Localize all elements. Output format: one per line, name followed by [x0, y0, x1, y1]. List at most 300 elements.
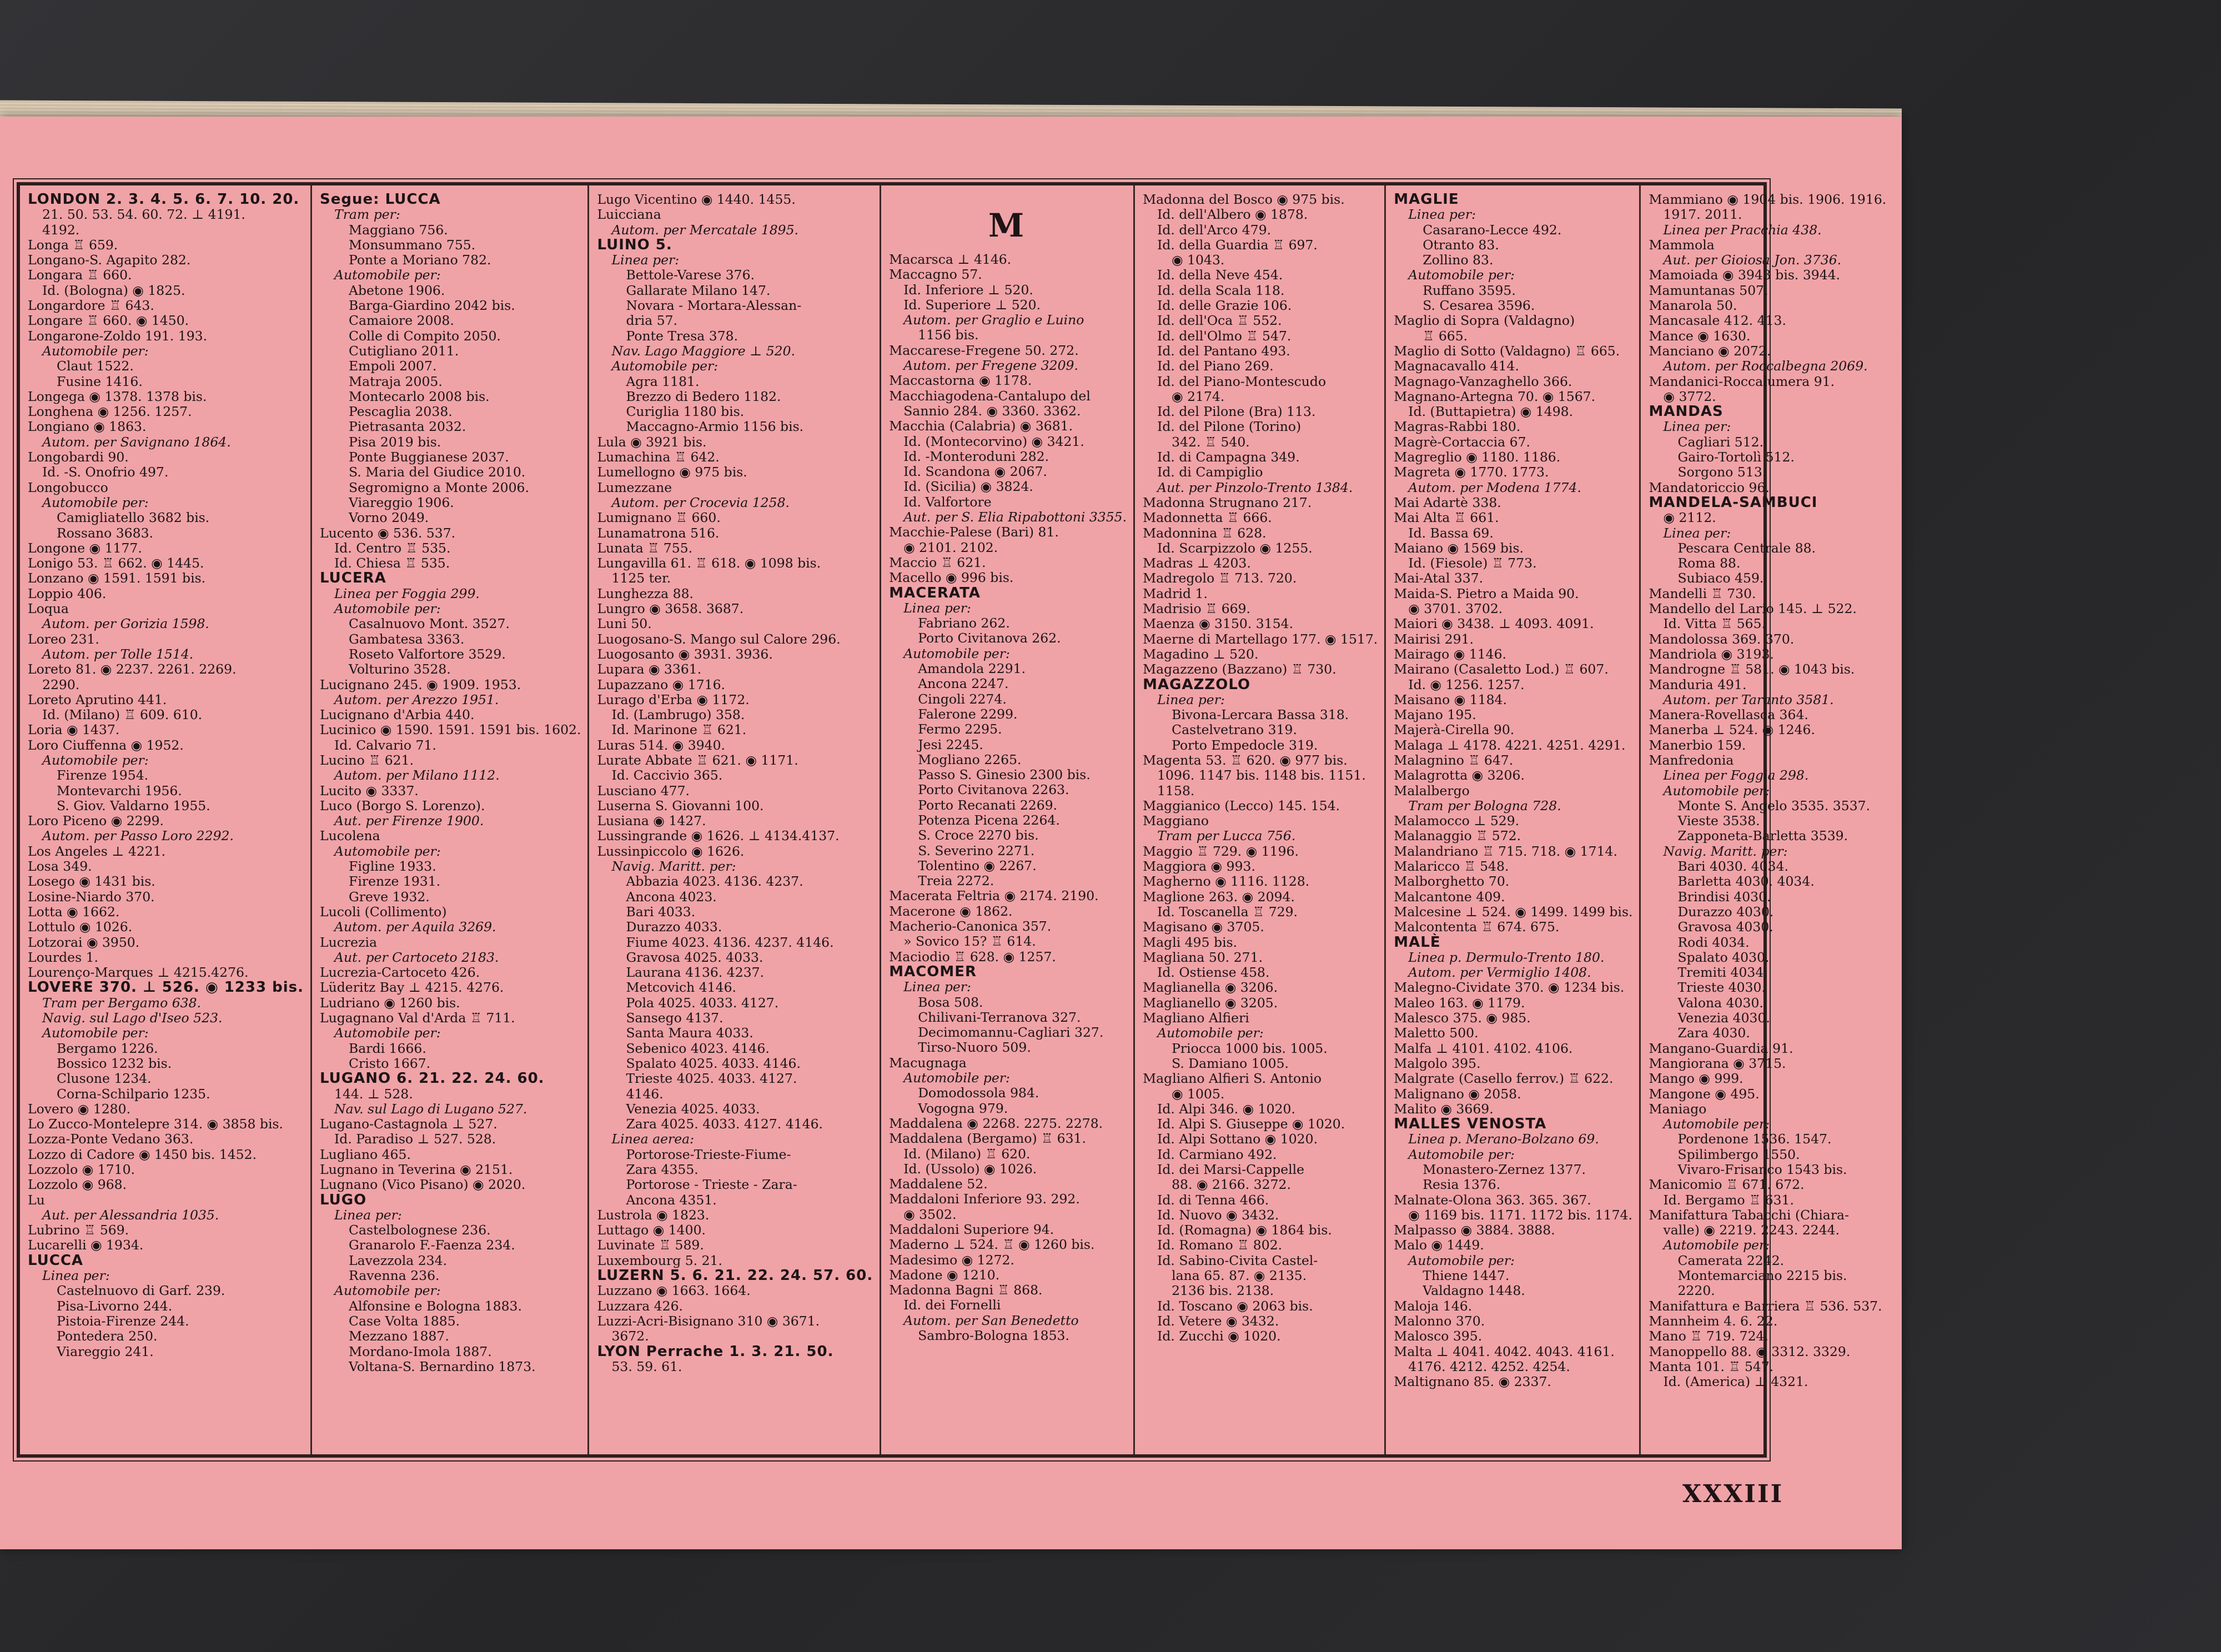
index-entry: Luicciana — [597, 207, 661, 223]
index-entry: 1125 ter. — [611, 570, 671, 586]
index-entry: Maenza ◉ 3150. 3154. — [1143, 616, 1294, 632]
index-entry: 1158. — [1157, 782, 1195, 799]
index-entry: Mandello del Lario 145. ⊥ 522. — [1649, 601, 1857, 617]
index-entry: Loria ◉ 1437. — [28, 722, 120, 738]
index-entry: Luttago ◉ 1400. — [597, 1222, 706, 1238]
index-entry: ◉ 1169 bis. 1171. 1172 bis. 1174. — [1408, 1207, 1632, 1223]
index-entry: Malosco 395. — [1394, 1328, 1483, 1344]
index-entry: Lustrola ◉ 1823. — [597, 1207, 710, 1223]
index-entry: Pescara Centrale 88. — [1677, 540, 1816, 556]
index-entry: Lugo Vicentino ◉ 1440. 1455. — [597, 192, 796, 207]
index-entry: Pordenone 1536. 1547. — [1677, 1131, 1832, 1147]
index-entry: Id. dell'Albero ◉ 1878. — [1157, 207, 1308, 223]
index-entry: Lumignano ♖ 660. — [597, 510, 721, 526]
index-entry: ◉ 2174. — [1172, 388, 1225, 404]
index-entry: Zara 4025. 4033. 4127. 4146. — [626, 1116, 823, 1132]
index-entry: Maccagno 57. — [889, 267, 982, 283]
index-entry: Malborghetto 70. — [1394, 873, 1510, 890]
index-entry: valle) ◉ 2219. 2243. 2244. — [1663, 1222, 1840, 1238]
index-entry: Gallarate Milano 147. — [626, 282, 771, 298]
index-entry: Ravenna 236. — [349, 1268, 440, 1284]
index-entry: 1917. 2011. — [1663, 207, 1742, 223]
index-entry: Amandola 2291. — [918, 661, 1026, 677]
index-entry: Malonno 370. — [1394, 1313, 1485, 1329]
index-entry: Malalbergo — [1394, 782, 1470, 799]
index-entry: Id. (Fiesole) ♖ 773. — [1408, 555, 1537, 571]
index-entry: Rodi 4034. — [1677, 934, 1750, 950]
index-entry: Domodossola 984. — [918, 1085, 1039, 1101]
index-entry: Lugliano 465. — [320, 1146, 411, 1162]
index-entry: Luvinate ♖ 589. — [597, 1237, 704, 1253]
index-entry: Loqua — [28, 601, 69, 617]
index-columns — [20, 185, 1887, 1454]
index-entry: Mairago ◉ 1146. — [1394, 646, 1507, 662]
index-entry: Linea per: — [611, 252, 680, 268]
index-entry: Malandriano ♖ 715. 718. ◉ 1714. — [1394, 843, 1617, 859]
index-entry: Bossico 1232 bis. — [57, 1055, 172, 1071]
index-entry: Curiglia 1180 bis. — [626, 404, 745, 420]
index-entry: Autom. per Taranto 3581. — [1663, 691, 1834, 707]
index-entry: Id. Romano ♖ 802. — [1157, 1237, 1283, 1253]
index-entry: Monsummano 755. — [349, 237, 476, 253]
index-entry: Manta 101. ♖ 547. — [1649, 1358, 1774, 1374]
index-entry: Ruffano 3595. — [1423, 282, 1516, 298]
index-entry: Id. Bassa 69. — [1408, 525, 1494, 541]
index-entry: Autom. per Graglio e Luino — [903, 312, 1084, 328]
index-entry: Automobile per: — [611, 358, 718, 374]
index-entry: Automobile per: — [1408, 1146, 1515, 1162]
index-entry: Lumachina ♖ 642. — [597, 449, 720, 465]
index-entry: Lucento ◉ 536. 537. — [320, 525, 456, 541]
index-entry: Automobile per: — [42, 752, 149, 768]
index-entry: Mandolossa 369. 370. — [1649, 631, 1795, 647]
index-entry: Falerone 2299. — [918, 706, 1018, 722]
index-entry: Id. Nuovo ◉ 3432. — [1157, 1207, 1279, 1223]
index-entry: Lonigo 53. ♖ 662. ◉ 1445. — [28, 555, 204, 571]
index-heading: MANDAS — [1649, 403, 1723, 420]
index-entry: Empoli 2007. — [349, 358, 437, 374]
index-entry: Lonzano ◉ 1591. 1591 bis. — [28, 570, 206, 586]
index-entry: Durazzo 4033. — [626, 919, 722, 935]
index-entry: Vorno 2049. — [349, 510, 429, 526]
index-entry: Id. Alpi S. Giuseppe ◉ 1020. — [1157, 1116, 1345, 1132]
index-entry: Priocca 1000 bis. 1005. — [1172, 1040, 1328, 1056]
index-entry: Id. (Bologna) ◉ 1825. — [42, 282, 185, 298]
index-entry: Majerà-Cirella 90. — [1394, 722, 1515, 738]
index-entry: Autom. per Milano 1112. — [334, 767, 500, 784]
index-entry: Malnate-Olona 363. 365. 367. — [1394, 1192, 1591, 1208]
index-entry: Autom. per Modena 1774. — [1408, 479, 1581, 495]
index-entry: Malfa ⊥ 4101. 4102. 4106. — [1394, 1040, 1573, 1056]
index-entry: Id. dei Fornelli — [903, 1297, 1001, 1313]
index-entry: S. Damiano 1005. — [1172, 1055, 1289, 1071]
index-entry: Casarano-Lecce 492. — [1423, 222, 1562, 238]
index-entry: Aut. per S. Elia Ripabottoni 3355. — [903, 509, 1127, 525]
index-entry: Roseto Valfortore 3529. — [349, 646, 506, 662]
index-entry: Longobardi 90. — [28, 449, 129, 465]
index-entry: Mancasale 412. 413. — [1649, 313, 1786, 329]
index-entry: Lubrino ♖ 569. — [28, 1222, 129, 1238]
index-entry: Linea aerea: — [611, 1131, 695, 1147]
index-entry: Madesimo ◉ 1272. — [889, 1252, 1014, 1268]
index-entry: Id. di Tenna 466. — [1157, 1192, 1269, 1208]
index-entry: Lucarelli ◉ 1934. — [28, 1237, 144, 1253]
index-entry: Losine-Niardo 370. — [28, 888, 155, 905]
index-entry: Lucignano 245. ◉ 1909. 1953. — [320, 676, 521, 692]
index-entry: 21. 50. 53. 54. 60. 72. ⊥ 4191. — [42, 207, 245, 223]
index-frame — [17, 182, 1887, 1458]
index-entry: Valdagno 1448. — [1423, 1283, 1525, 1299]
index-entry: Fiume 4023. 4136. 4237. 4146. — [626, 934, 834, 950]
index-entry: Maccagno-Armio 1156 bis. — [626, 419, 804, 435]
index-entry: Loreto Aprutino 441. — [28, 691, 167, 707]
index-entry: Magliana 50. 271. — [1143, 949, 1263, 965]
index-entry: Id. (Buttapietra) ◉ 1498. — [1408, 404, 1574, 420]
index-entry: Id. di Campagna 349. — [1157, 449, 1300, 465]
index-entry: Autom. per Vermiglio 1408. — [1408, 965, 1591, 981]
index-entry: Malagnino ♖ 647. — [1394, 752, 1514, 768]
index-entry: Novara - Mortara-Alessan- — [626, 298, 802, 314]
index-entry: Fusine 1416. — [57, 373, 143, 389]
index-entry: Autom. per San Benedetto — [903, 1312, 1079, 1328]
index-entry: Fermo 2295. — [918, 721, 1002, 737]
index-entry: Lovero ◉ 1280. — [28, 1101, 131, 1117]
index-entry: Lusciano 477. — [597, 782, 690, 799]
index-entry: Autom. per Mercatale 1895. — [611, 222, 799, 238]
index-entry: Lurago d'Erba ◉ 1172. — [597, 691, 750, 707]
index-entry: Linea p. Merano-Bolzano 69. — [1408, 1131, 1599, 1147]
index-entry: Lozzolo ◉ 1710. — [28, 1162, 135, 1177]
index-entry: Lurate Abbate ♖ 621. ◉ 1171. — [597, 752, 798, 768]
index-entry: Automobile per: — [1408, 1252, 1515, 1268]
index-entry: Lula ◉ 3921 bis. — [597, 434, 707, 450]
index-entry: Maltignano 85. ◉ 2337. — [1394, 1374, 1551, 1390]
index-entry: Id. -Monteroduni 282. — [903, 448, 1049, 464]
index-entry: Bari 4030. 4034. — [1677, 858, 1789, 875]
index-entry: Mannheim 4. 6. 22. — [1649, 1313, 1778, 1329]
index-entry: Maccio ♖ 621. — [889, 554, 986, 570]
index-entry: Maccarese-Fregene 50. 272. — [889, 342, 1079, 358]
index-entry: 88. ◉ 2166. 3272. — [1172, 1177, 1291, 1193]
index-entry: Id. (Ussolo) ◉ 1026. — [903, 1161, 1037, 1177]
index-entry: Monte S. Angelo 3535. 3537. — [1677, 797, 1871, 814]
index-entry: Loreto 81. ◉ 2237. 2261. 2269. — [28, 661, 237, 677]
index-entry: Portorose - Trieste - Zara- — [626, 1177, 797, 1193]
index-entry: Automobile per: — [334, 1025, 441, 1041]
index-entry: Tram per: — [334, 207, 400, 223]
index-entry: Malesco 375. ◉ 985. — [1394, 1010, 1531, 1026]
index-entry: Lucrezia — [320, 934, 377, 950]
index-entry: Madrid 1. — [1143, 585, 1208, 601]
index-entry: Zara 4355. — [626, 1162, 699, 1177]
index-entry: Cingoli 2274. — [918, 691, 1007, 707]
index-entry: Magreglio ◉ 1180. 1186. — [1394, 449, 1561, 465]
index-entry: Id. (Lambrugo) 358. — [611, 707, 745, 723]
index-entry: Corna-Schilpario 1235. — [57, 1086, 210, 1102]
index-entry: Lunghezza 88. — [597, 585, 694, 601]
index-entry: Vogogna 979. — [918, 1100, 1008, 1116]
index-entry: ◉ 3772. — [1663, 388, 1716, 404]
index-entry: Maggiora ◉ 993. — [1143, 858, 1255, 875]
index-entry: 4176. 4212. 4252. 4254. — [1408, 1358, 1570, 1374]
index-entry: Agra 1181. — [626, 373, 700, 389]
index-entry: Navig. Maritt. per: — [1663, 843, 1788, 859]
index-entry: Montevarchi 1956. — [57, 782, 182, 799]
index-entry: Lucrezia-Cartoceto 426. — [320, 965, 480, 981]
index-entry: Id. (Milano) ♖ 609. 610. — [42, 707, 203, 723]
index-entry: Nav. Lago Maggiore ⊥ 520. — [611, 343, 796, 359]
index-entry: Mance ◉ 1630. — [1649, 328, 1751, 344]
index-entry: Lucito ◉ 3337. — [320, 782, 419, 799]
index-entry: Mandelli ♖ 730. — [1649, 585, 1756, 601]
index-entry: Magnacavallo 414. — [1394, 358, 1519, 374]
index-entry: Malcesine ⊥ 524. ◉ 1499. 1499 bis. — [1394, 903, 1633, 920]
index-entry: Casalnuovo Mont. 3527. — [349, 616, 510, 632]
index-entry: Automobile per: — [903, 645, 1010, 661]
index-entry: Malamocco ⊥ 529. — [1394, 813, 1520, 829]
index-entry: Lussingrande ◉ 1626. ⊥ 4134.4137. — [597, 828, 840, 844]
index-entry: Maddaloni Inferiore 93. 292. — [889, 1191, 1080, 1207]
index-entry: Lumezzane — [597, 479, 672, 495]
index-entry: Ponte Tresa 378. — [626, 328, 738, 344]
index-entry: Subiaco 459. — [1677, 570, 1764, 586]
index-entry: Luras 514. ◉ 3940. — [597, 737, 726, 753]
index-entry: Gravosa 4030. — [1677, 919, 1773, 935]
index-entry: Mango ◉ 999. — [1649, 1071, 1743, 1087]
index-entry: Automobile per: — [42, 1025, 149, 1041]
index-entry: Bari 4033. — [626, 903, 696, 920]
index-entry: Aut. per Pinzolo-Trento 1384. — [1157, 479, 1353, 495]
index-entry: Id. dell'Arco 479. — [1157, 222, 1272, 238]
index-entry: Madregolo ♖ 713. 720. — [1143, 570, 1297, 586]
index-entry: Lupara ◉ 3361. — [597, 661, 702, 677]
index-entry: Chilivani-Terranova 327. — [918, 1009, 1081, 1025]
index-entry: Automobile per: — [1157, 1025, 1264, 1041]
index-entry: Mai-Atal 337. — [1394, 570, 1484, 586]
index-entry: Id. dell'Olmo ♖ 547. — [1157, 328, 1292, 344]
index-entry: Madrisio ♖ 669. — [1143, 601, 1251, 617]
index-entry: Magrè-Cortaccia 67. — [1394, 434, 1530, 450]
index-entry: Cutigliano 2011. — [349, 343, 459, 359]
index-entry: ♖ 665. — [1423, 328, 1468, 344]
index-entry: Linea per: — [1663, 419, 1731, 435]
index-entry: Id. del Piano 269. — [1157, 358, 1274, 374]
index-entry: Lozzolo ◉ 968. — [28, 1177, 127, 1193]
index-entry: Sannio 284. ◉ 3360. 3362. — [903, 403, 1081, 419]
index-entry: Venezia 4030. — [1677, 1010, 1770, 1026]
index-entry: Linea per: — [42, 1268, 110, 1284]
index-entry: ◉ 1043. — [1172, 252, 1225, 268]
index-entry: Aut. per Gioiosa Jon. 3736. — [1663, 252, 1842, 268]
index-entry: Viareggio 241. — [57, 1343, 154, 1359]
index-entry: Trieste 4030. — [1677, 980, 1766, 996]
index-entry: Malaga ⊥ 4178. 4221. 4251. 4291. — [1394, 737, 1626, 753]
index-entry: Losa 349. — [28, 858, 92, 875]
index-entry: » Sovico 15? ♖ 614. — [903, 933, 1036, 950]
index-entry: Luni 50. — [597, 616, 652, 632]
index-entry: Mordano-Imola 1887. — [349, 1343, 492, 1359]
index-entry: Luzzi-Acri-Bisignano 310 ◉ 3671. — [597, 1313, 820, 1329]
index-entry: Treia 2272. — [918, 873, 994, 889]
index-entry: Clusone 1234. — [57, 1071, 152, 1087]
index-entry: Laurana 4136. 4237. — [626, 965, 765, 981]
index-entry: Magadino ⊥ 520. — [1143, 646, 1259, 662]
index-entry: Maggiano 756. — [349, 222, 448, 238]
index-entry: Autom. per Savignano 1864. — [42, 434, 231, 450]
index-heading: MAGLIE — [1394, 191, 1459, 208]
index-entry: Malta ⊥ 4041. 4042. 4043. 4161. — [1394, 1343, 1615, 1359]
index-entry: Mairisi 291. — [1394, 631, 1474, 647]
index-entry: Id. Toscano ◉ 2063 bis. — [1157, 1298, 1313, 1314]
index-entry: Id. Superiore ⊥ 520. — [903, 297, 1041, 313]
index-entry: Ponte a Moriano 782. — [349, 252, 491, 268]
index-entry: 1156 bis. — [918, 327, 979, 343]
index-entry: Automobile per: — [42, 343, 149, 359]
index-entry: Aut. per Alessandria 1035. — [42, 1207, 219, 1223]
index-entry: Lunata ♖ 755. — [597, 540, 693, 556]
index-entry: Claut 1522. — [57, 358, 134, 374]
index-entry: Manerba ⊥ 524. ◉ 1246. — [1649, 722, 1815, 738]
index-entry: Id. delle Grazie 106. — [1157, 298, 1292, 314]
index-entry: Tram per Bergamo 638. — [42, 995, 202, 1011]
index-entry: Castelvetrano 319. — [1172, 722, 1297, 738]
index-entry: Lu — [28, 1192, 45, 1208]
index-entry: 342. ♖ 540. — [1172, 434, 1250, 450]
index-entry: Vivaro-Frisanco 1543 bis. — [1677, 1162, 1847, 1177]
index-entry: Abbazia 4023. 4136. 4237. — [626, 873, 803, 890]
index-entry: Monastero-Zernez 1377. — [1423, 1162, 1586, 1177]
index-entry: Malignano ◉ 2058. — [1394, 1086, 1521, 1102]
index-entry: Macherio-Canonica 357. — [889, 918, 1052, 935]
index-entry: Id. Vetere ◉ 3432. — [1157, 1313, 1279, 1329]
index-entry: Montecarlo 2008 bis. — [349, 388, 490, 404]
index-entry: Mangiorana ◉ 3715. — [1649, 1055, 1786, 1071]
index-entry: Maccastorna ◉ 1178. — [889, 373, 1032, 389]
index-entry: Passo S. Ginesio 2300 bis. — [918, 767, 1091, 783]
index-entry: Thiene 1447. — [1423, 1268, 1510, 1284]
index-entry: Mangone ◉ 495. — [1649, 1086, 1760, 1102]
index-entry: Loro Ciuffenna ◉ 1952. — [28, 737, 184, 753]
index-entry: Bettole-Varese 376. — [626, 267, 755, 283]
index-entry: Maglio di Sopra (Valdagno) — [1394, 313, 1575, 329]
index-entry: Lotta ◉ 1662. — [28, 903, 120, 920]
index-entry: Porto Civitanova 2263. — [918, 782, 1069, 798]
index-entry: Rossano 3683. — [57, 525, 154, 541]
index-entry: Losego ◉ 1431 bis. — [28, 873, 155, 890]
index-heading: LUGANO 6. 21. 22. 24. 60. — [320, 1070, 545, 1087]
index-entry: Brindisi 4030. — [1677, 888, 1771, 905]
index-entry: Maglio di Sotto (Valdagno) ♖ 665. — [1394, 343, 1620, 359]
index-entry: Autom. per Arezzo 1951. — [334, 691, 499, 707]
index-entry: Alfonsine e Bologna 1883. — [349, 1298, 522, 1314]
index-entry: Id. dei Marsi-Cappelle — [1157, 1162, 1305, 1177]
index-entry: Firenze 1954. — [57, 767, 149, 784]
index-entry: Maletto 500. — [1394, 1025, 1479, 1041]
index-entry: Luogosanto ◉ 3931. 3936. — [597, 646, 773, 662]
index-entry: Id. della Scala 118. — [1157, 282, 1285, 298]
index-entry: Macerata Feltria ◉ 2174. 2190. — [889, 888, 1099, 904]
index-entry: Id. Chiesa ♖ 535. — [334, 555, 450, 571]
index-entry: S. Giov. Valdarno 1955. — [57, 797, 210, 814]
index-entry: Maddalena ◉ 2268. 2275. 2278. — [889, 1115, 1103, 1131]
index-entry: Id. della Guardia ♖ 697. — [1157, 237, 1318, 253]
index-entry: Tirso-Nuoro 509. — [918, 1040, 1031, 1056]
index-entry: Mandanici-Roccalumera 91. — [1649, 373, 1835, 389]
index-entry: Gravosa 4025. 4033. — [626, 949, 763, 965]
index-entry: ◉ 3701. 3702. — [1408, 601, 1503, 617]
index-entry: Fabriano 262. — [918, 615, 1010, 631]
index-entry: Magisano ◉ 3705. — [1143, 919, 1264, 935]
index-entry: Linea per Foggia 299. — [334, 585, 480, 601]
index-entry: Maiano ◉ 1569 bis. — [1394, 540, 1524, 556]
index-entry: 4192. — [42, 222, 80, 238]
index-entry: Otranto 83. — [1423, 237, 1499, 253]
index-entry: Malo ◉ 1449. — [1394, 1237, 1484, 1253]
index-entry: Linea per: — [903, 979, 971, 995]
index-entry: Durazzo 4030. — [1677, 903, 1774, 920]
index-entry: Id. Scandona ◉ 2067. — [903, 464, 1047, 480]
index-entry: Id. Marinone ♖ 621. — [611, 722, 747, 738]
index-entry: Spalato 4030. — [1677, 949, 1770, 965]
index-entry: Figline 1933. — [349, 858, 436, 875]
index-heading: MALLES VENOSTA — [1394, 1116, 1547, 1133]
index-entry: Maloja 146. — [1394, 1298, 1473, 1314]
index-entry: Ancona 4023. — [626, 888, 717, 905]
index-entry: Spalato 4025. 4033. 4146. — [626, 1055, 801, 1071]
index-entry: Maglianello ◉ 3205. — [1143, 995, 1278, 1011]
index-entry: Lugagnano Val d'Arda ♖ 711. — [320, 1010, 515, 1026]
index-entry: Id. (Sicilia) ◉ 3824. — [903, 479, 1033, 495]
index-entry: Maciodio ♖ 628. ◉ 1257. — [889, 948, 1056, 965]
index-entry: Id. del Piano-Montescudo — [1157, 373, 1326, 389]
index-entry: Id. (America) ⊥ 4321. — [1663, 1374, 1808, 1390]
index-entry: Gairo-Tortolì 512. — [1677, 449, 1795, 465]
index-entry: Lozza-Ponte Vedano 363. — [28, 1131, 194, 1147]
index-entry: Resia 1376. — [1423, 1177, 1501, 1193]
index-entry: Lungro ◉ 3658. 3687. — [597, 601, 744, 617]
index-entry: Autom. per Fregene 3209. — [903, 358, 1078, 374]
index-entry: Barletta 4030. 4034. — [1677, 873, 1815, 890]
index-entry: Volturino 3528. — [349, 661, 451, 677]
index-entry: Manarola 50. — [1649, 298, 1737, 314]
index-entry: Linea per: — [1157, 691, 1225, 707]
index-entry: Malagrotta ◉ 3206. — [1394, 767, 1525, 784]
index-entry: Lavezzola 234. — [349, 1252, 448, 1268]
index-column-5 — [1135, 185, 1386, 1454]
index-entry: Lüderitz Bay ⊥ 4215. 4276. — [320, 980, 504, 996]
index-entry: Ancona 4351. — [626, 1192, 717, 1208]
index-entry: Maida-S. Pietro a Maida 90. — [1394, 585, 1579, 601]
index-entry: Valona 4030. — [1677, 995, 1763, 1011]
index-entry: Id. -S. Onofrio 497. — [42, 464, 169, 480]
index-entry: Longiano ◉ 1863. — [28, 419, 147, 435]
index-entry: Lumellogno ◉ 975 bis. — [597, 464, 747, 480]
index-entry: Bardi 1666. — [349, 1040, 426, 1056]
index-entry: Pontedera 250. — [57, 1328, 158, 1344]
index-entry: Roma 88. — [1677, 555, 1741, 571]
index-entry: Potenza Picena 2264. — [918, 812, 1060, 828]
index-entry: Madonnina ♖ 628. — [1143, 525, 1267, 541]
index-entry: Luco (Borgo S. Lorenzo). — [320, 797, 485, 814]
index-entry: Madonna Strugnano 217. — [1143, 494, 1312, 510]
index-entry: Id. Sabino-Civita Castel- — [1157, 1252, 1318, 1268]
index-entry: Loppio 406. — [28, 585, 107, 601]
index-entry: Manifattura Tabacchi (Chiara- — [1649, 1207, 1850, 1223]
index-entry: Lucoli (Collimento) — [320, 903, 447, 920]
index-entry: Pietrasanta 2032. — [349, 419, 466, 435]
index-entry: Maerne di Martellago 177. ◉ 1517. — [1143, 631, 1378, 647]
index-entry: Malgolo 395. — [1394, 1055, 1481, 1071]
